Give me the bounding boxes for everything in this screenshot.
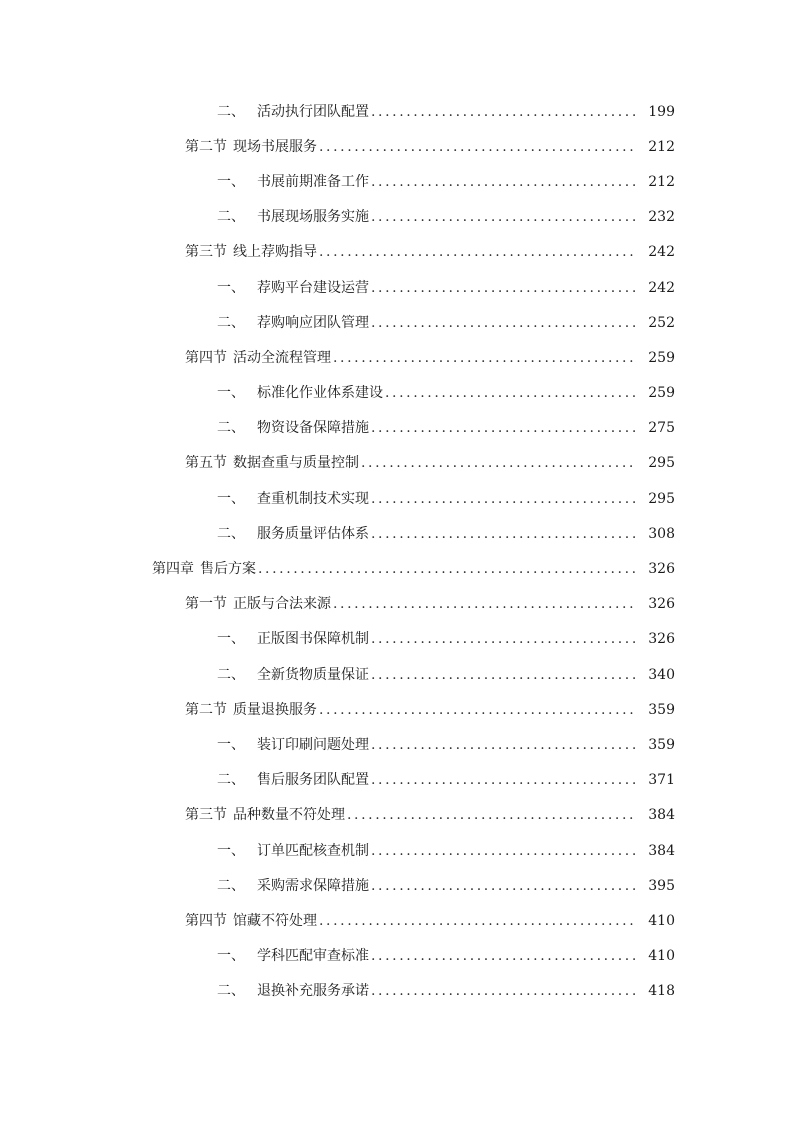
toc-dot-leader xyxy=(385,383,637,403)
toc-entry-number: 二、 xyxy=(217,983,245,1000)
toc-entry-title: 馆藏不符处理 xyxy=(233,912,317,929)
toc-entry-page-number: 395 xyxy=(648,877,675,894)
toc-entry-title: 正版图书保障机制 xyxy=(257,631,369,648)
toc-entry-page-number: 242 xyxy=(648,279,675,296)
toc-entry-page-number: 359 xyxy=(648,736,675,753)
toc-entry[interactable] xyxy=(0,727,793,762)
toc-entry-number: 第一节 xyxy=(185,596,227,613)
toc-entry[interactable] xyxy=(0,516,793,551)
toc-entry[interactable] xyxy=(0,551,793,586)
toc-entry-title: 现场书展服务 xyxy=(233,138,317,155)
toc-dot-leader xyxy=(371,172,637,192)
toc-entry-title: 售后方案 xyxy=(200,561,256,578)
toc-entry-number: 一、 xyxy=(217,842,245,859)
toc-entry-page-number: 326 xyxy=(648,561,675,578)
toc-entry-title: 品种数量不符处理 xyxy=(233,807,345,824)
toc-entry-page-number: 275 xyxy=(648,420,675,437)
toc-dot-leader xyxy=(371,102,637,122)
toc-entry[interactable] xyxy=(0,868,793,903)
toc-entry-number: 一、 xyxy=(217,279,245,296)
toc-entry[interactable] xyxy=(0,129,793,164)
toc-entry-number: 二、 xyxy=(217,420,245,437)
toc-entry[interactable] xyxy=(0,305,793,340)
toc-entry-number: 二、 xyxy=(217,314,245,331)
toc-entry-page-number: 295 xyxy=(648,455,675,472)
toc-entry-page-number: 295 xyxy=(648,490,675,507)
toc-entry-number: 二、 xyxy=(217,877,245,894)
toc-entry-title: 装订印刷问题处理 xyxy=(257,736,369,753)
toc-entry[interactable] xyxy=(0,270,793,305)
toc-entry[interactable] xyxy=(0,481,793,516)
toc-dot-leader xyxy=(371,524,637,544)
toc-entry-number: 一、 xyxy=(217,173,245,190)
toc-entry[interactable] xyxy=(0,622,793,657)
toc-entry-title: 质量退换服务 xyxy=(233,701,317,718)
toc-entry-page-number: 410 xyxy=(648,948,675,965)
toc-entry-title: 书展现场服务实施 xyxy=(257,209,369,226)
toc-entry-title: 采购需求保障措施 xyxy=(257,877,369,894)
toc-dot-leader xyxy=(371,665,637,685)
toc-dot-leader xyxy=(319,137,637,157)
toc-entry-number: 第五节 xyxy=(185,455,227,472)
toc-entry-page-number: 212 xyxy=(648,138,675,155)
toc-entry-number: 二、 xyxy=(217,525,245,542)
toc-entry-page-number: 371 xyxy=(648,772,675,789)
toc-dot-leader xyxy=(258,559,637,579)
toc-entry-number: 第二节 xyxy=(185,138,227,155)
toc-entry-title: 数据查重与质量控制 xyxy=(233,455,359,472)
toc-entry-title: 订单匹配核查机制 xyxy=(257,842,369,859)
toc-entry-title: 正版与合法来源 xyxy=(233,596,331,613)
toc-entry-number: 第四章 xyxy=(152,561,194,578)
toc-entry-number: 一、 xyxy=(217,490,245,507)
toc-entry-title: 查重机制技术实现 xyxy=(257,490,369,507)
toc-entry-title: 线上荐购指导 xyxy=(233,244,317,261)
toc-entry-page-number: 326 xyxy=(648,631,675,648)
toc-dot-leader xyxy=(371,278,637,298)
toc-entry-title: 服务质量评估体系 xyxy=(257,525,369,542)
toc-dot-leader xyxy=(361,453,637,473)
toc-entry-number: 第四节 xyxy=(185,912,227,929)
toc-entry-page-number: 384 xyxy=(648,807,675,824)
toc-dot-leader xyxy=(371,207,637,227)
toc-entry-page-number: 212 xyxy=(648,173,675,190)
table-of-contents xyxy=(0,94,793,1009)
toc-dot-leader xyxy=(371,841,637,861)
toc-entry[interactable] xyxy=(0,763,793,798)
toc-entry-page-number: 410 xyxy=(648,912,675,929)
toc-entry-title: 学科匹配审查标准 xyxy=(257,948,369,965)
toc-entry-page-number: 326 xyxy=(648,596,675,613)
toc-entry-number: 一、 xyxy=(217,948,245,965)
toc-dot-leader xyxy=(371,946,637,966)
toc-entry-number: 第四节 xyxy=(185,349,227,366)
toc-dot-leader xyxy=(371,489,637,509)
toc-entry[interactable] xyxy=(0,164,793,199)
toc-entry-title: 荐购响应团队管理 xyxy=(257,314,369,331)
toc-entry-title: 标准化作业体系建设 xyxy=(257,385,383,402)
toc-entry-page-number: 242 xyxy=(648,244,675,261)
toc-entry-number: 第三节 xyxy=(185,807,227,824)
toc-entry[interactable] xyxy=(0,974,793,1009)
toc-entry[interactable] xyxy=(0,340,793,375)
toc-dot-leader xyxy=(319,242,637,262)
toc-entry-title: 活动执行团队配置 xyxy=(257,103,369,120)
toc-entry-number: 一、 xyxy=(217,385,245,402)
toc-dot-leader xyxy=(371,735,637,755)
toc-entry[interactable] xyxy=(0,94,793,129)
toc-entry[interactable] xyxy=(0,446,793,481)
toc-entry-title: 退换补充服务承诺 xyxy=(257,983,369,1000)
toc-entry-number: 一、 xyxy=(217,736,245,753)
toc-entry[interactable] xyxy=(0,411,793,446)
toc-entry-page-number: 308 xyxy=(648,525,675,542)
toc-dot-leader xyxy=(347,805,637,825)
toc-entry-page-number: 259 xyxy=(648,349,675,366)
toc-entry[interactable] xyxy=(0,903,793,938)
toc-entry-number: 二、 xyxy=(217,772,245,789)
toc-entry-page-number: 340 xyxy=(648,666,675,683)
toc-entry-number: 第二节 xyxy=(185,701,227,718)
toc-entry-title: 售后服务团队配置 xyxy=(257,772,369,789)
toc-entry[interactable] xyxy=(0,235,793,270)
toc-entry[interactable] xyxy=(0,376,793,411)
toc-entry-title: 书展前期准备工作 xyxy=(257,173,369,190)
toc-entry[interactable] xyxy=(0,200,793,235)
toc-entry-page-number: 418 xyxy=(648,983,675,1000)
toc-entry-title: 活动全流程管理 xyxy=(233,349,331,366)
toc-entry-number: 一、 xyxy=(217,631,245,648)
toc-dot-leader xyxy=(371,770,637,790)
toc-dot-leader xyxy=(333,594,637,614)
toc-entry-title: 全新货物质量保证 xyxy=(257,666,369,683)
toc-entry-title: 荐购平台建设运营 xyxy=(257,279,369,296)
toc-dot-leader xyxy=(319,700,637,720)
toc-entry-page-number: 259 xyxy=(648,385,675,402)
toc-dot-leader xyxy=(371,313,637,333)
toc-entry[interactable] xyxy=(0,833,793,868)
toc-entry[interactable] xyxy=(0,798,793,833)
toc-entry-number: 第三节 xyxy=(185,244,227,261)
toc-dot-leader xyxy=(371,418,637,438)
toc-entry[interactable] xyxy=(0,939,793,974)
toc-entry[interactable] xyxy=(0,692,793,727)
toc-entry-number: 二、 xyxy=(217,209,245,226)
toc-dot-leader xyxy=(371,629,637,649)
toc-entry-number: 二、 xyxy=(217,103,245,120)
toc-entry[interactable] xyxy=(0,657,793,692)
toc-dot-leader xyxy=(319,911,637,931)
toc-dot-leader xyxy=(371,981,637,1001)
toc-entry-page-number: 384 xyxy=(648,842,675,859)
toc-entry-page-number: 252 xyxy=(648,314,675,331)
toc-entry[interactable] xyxy=(0,587,793,622)
toc-dot-leader xyxy=(371,876,637,896)
toc-entry-page-number: 359 xyxy=(648,701,675,718)
toc-entry-page-number: 232 xyxy=(648,209,675,226)
toc-dot-leader xyxy=(333,348,637,368)
toc-entry-number: 二、 xyxy=(217,666,245,683)
toc-entry-title: 物资设备保障措施 xyxy=(257,420,369,437)
toc-entry-page-number: 199 xyxy=(648,103,675,120)
